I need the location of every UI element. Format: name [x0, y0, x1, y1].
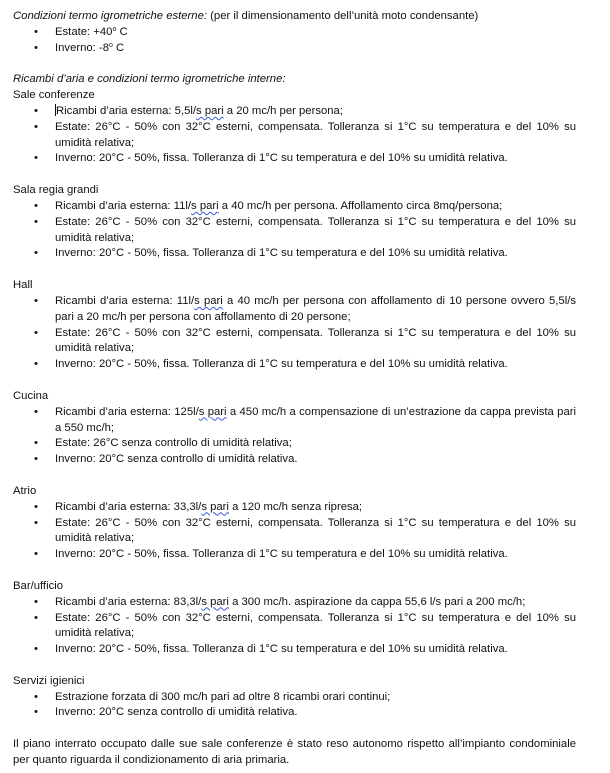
- external-conditions-label: Condizioni termo igrometriche esterne:: [13, 10, 208, 22]
- list-item: • Inverno: 20°C - 50%, fissa. Tolleranza di 1°C su temperatura e del 10% su umidità relativa.: [13, 547, 576, 563]
- bullet-icon: •: [34, 453, 38, 466]
- bullet-icon: •: [34, 215, 38, 228]
- bullet-icon: •: [34, 294, 38, 307]
- list-item: • Inverno: -8$^o$ C: [13, 41, 576, 57]
- list-item: • Inverno: 20°C - 50%, fissa. Tolleranza di 1°C su temperatura e del 10% su umidità relativa.: [13, 357, 576, 373]
- list-item: • Inverno: 20°C - 50%, fissa. Tolleranza di 1°C su temperatura e del 10% su umidità relativa.: [13, 151, 576, 167]
- list-item: • Estate: 26°C senza controllo di umidità relativa;: [13, 436, 576, 452]
- spellcheck-underline[interactable]: s pari: [198, 405, 227, 418]
- list-item: • Estrazione forzata di 300 mc/h pari ad oltre 8 ricambi orari continui;: [13, 690, 576, 706]
- bullet-icon: •: [34, 104, 38, 117]
- list-item: • Ricambi d’aria esterna: 125l/s pari a 450 mc/h a compensazione di un’estrazione da cappa prevista pari a 550 mc/h;: [34, 405, 576, 434]
- section-title: Sala regia grandi: [13, 184, 99, 197]
- bullet-icon: •: [34, 120, 38, 133]
- list-item: • Ricambi d’aria esterna: 11l/s pari a 40 mc/h per persona con affollamento di 10 persone ovvero 5,5l/s pari a 20 mc/h per persona con affollamento di 20 persone;: [34, 294, 577, 323]
- spellcheck-underline[interactable]: s pari: [194, 294, 223, 307]
- external-conditions-note: (per il dimensionamento dell’unità moto condensante): [207, 10, 479, 22]
- list-item: • Inverno: 20°C - 50%, fissa. Tolleranza di 1°C su temperatura e del 10% su umidità relativa.: [13, 642, 576, 658]
- list-item: • Estate: 26°C - 50% con 32°C esterni, compensata. Tolleranza si 1°C su temperatura e del 10% su umidità relativa;: [34, 611, 576, 640]
- section-title: Servizi igienici: [13, 674, 85, 687]
- spacer: [13, 721, 576, 737]
- bullet-icon: •: [34, 548, 38, 561]
- external-conditions-list: [13, 25, 576, 57]
- section-sale-conferenze: [13, 88, 576, 167]
- external-conditions-heading: [13, 9, 576, 25]
- bullet-icon: •: [34, 25, 38, 38]
- list-item: • Estate: 26°C - 50% con 32°C esterni, compensata. Tolleranza si 1°C su temperatura e del 10% su umidità relativa;: [34, 120, 576, 149]
- list-item: • Estate: $+40^o$ C: [13, 25, 576, 41]
- bullet-icon: •: [34, 690, 38, 703]
- list-item: • Ricambi d’aria esterna: 5,5l/s pari a 20 mc/h per persona;: [13, 104, 576, 120]
- list-item: • Estate: 26°C - 50% con 32°C esterni, compensata. Tolleranza si 1°C su temperatura e del 10% su umidità relativa;: [34, 516, 576, 545]
- section-title: Sale conferenze: [13, 89, 95, 102]
- section-bar-ufficio: [13, 579, 576, 658]
- bullet-icon: •: [34, 326, 38, 339]
- list-item: • Ricambi d’aria esterna: 11l/s pari a 40 mc/h per persona. Affollamento circa 8mq/persona;: [13, 199, 576, 215]
- internal-conditions-heading: Ricambi d’aria e condizioni termo igrometriche interne:: [13, 73, 286, 86]
- section-hall: [13, 278, 576, 373]
- section-title: Atrio: [13, 484, 37, 497]
- spacer: [13, 658, 576, 674]
- bullet-icon: •: [34, 595, 38, 608]
- bullet-icon: •: [34, 247, 38, 260]
- closing-paragraph: Il piano interrato occupato dalle sue sale conferenze è stato reso autonomo rispetto all’impianto condominiale per quanto riguarda il condizionamento di aria primaria.: [13, 738, 576, 767]
- bullet-icon: •: [34, 706, 38, 719]
- spellcheck-underline[interactable]: s pari: [191, 199, 219, 212]
- list-item: • Estate: 26°C - 50% con 32°C esterni, compensata. Tolleranza si 1°C su temperatura e del 10% su umidità relativa;: [34, 326, 576, 355]
- spacer: [13, 373, 576, 389]
- bullet-icon: •: [34, 516, 38, 529]
- spellcheck-underline[interactable]: s pari: [196, 104, 224, 117]
- section-cucina: [13, 389, 576, 468]
- bullet-icon: •: [34, 500, 38, 513]
- bullet-icon: •: [34, 358, 38, 371]
- list-item: • Inverno: 20°C senza controllo di umidità relativa.: [13, 705, 576, 721]
- section-title: Hall: [13, 279, 33, 292]
- bullet-icon: •: [34, 437, 38, 450]
- list-item: • Estate: 26°C - 50% con 32°C esterni, compensata. Tolleranza si 1°C su temperatura e del 10% su umidità relativa;: [34, 215, 576, 244]
- spacer: [13, 167, 576, 183]
- spellcheck-underline[interactable]: s pari: [201, 500, 229, 513]
- spacer: [13, 468, 576, 484]
- section-title: Bar/ufficio: [13, 579, 64, 592]
- bullet-icon: •: [34, 199, 38, 212]
- bullet-icon: •: [34, 152, 38, 165]
- bullet-icon: •: [34, 643, 38, 656]
- section-title: Cucina: [13, 389, 49, 402]
- bullet-icon: •: [34, 611, 38, 624]
- list-item: • Inverno: 20°C - 50%, fissa. Tolleranza di 1°C su temperatura e del 10% su umidità relativa.: [13, 246, 576, 262]
- section-sala-regia-grandi: [13, 183, 576, 262]
- spacer: [13, 56, 576, 72]
- bullet-icon: •: [34, 41, 38, 54]
- document-page[interactable]: [13, 9, 576, 769]
- list-item: • Ricambi d’aria esterna: 83,3l/s pari a 300 mc/h. aspirazione da cappa 55,6 l/s pari a 200 mc/h;: [13, 595, 576, 611]
- list-item: • Ricambi d’aria esterna: 33,3l/s pari a 120 mc/h senza ripresa;: [13, 500, 576, 516]
- spacer: [13, 262, 576, 278]
- bullet-icon: •: [34, 405, 38, 418]
- list-item: • Inverno: 20°C senza controllo di umidità relativa.: [13, 452, 576, 468]
- spellcheck-underline[interactable]: s pari: [201, 595, 229, 608]
- spacer: [13, 563, 576, 579]
- section-atrio: [13, 484, 576, 563]
- section-servizi-igienici: [13, 674, 576, 721]
